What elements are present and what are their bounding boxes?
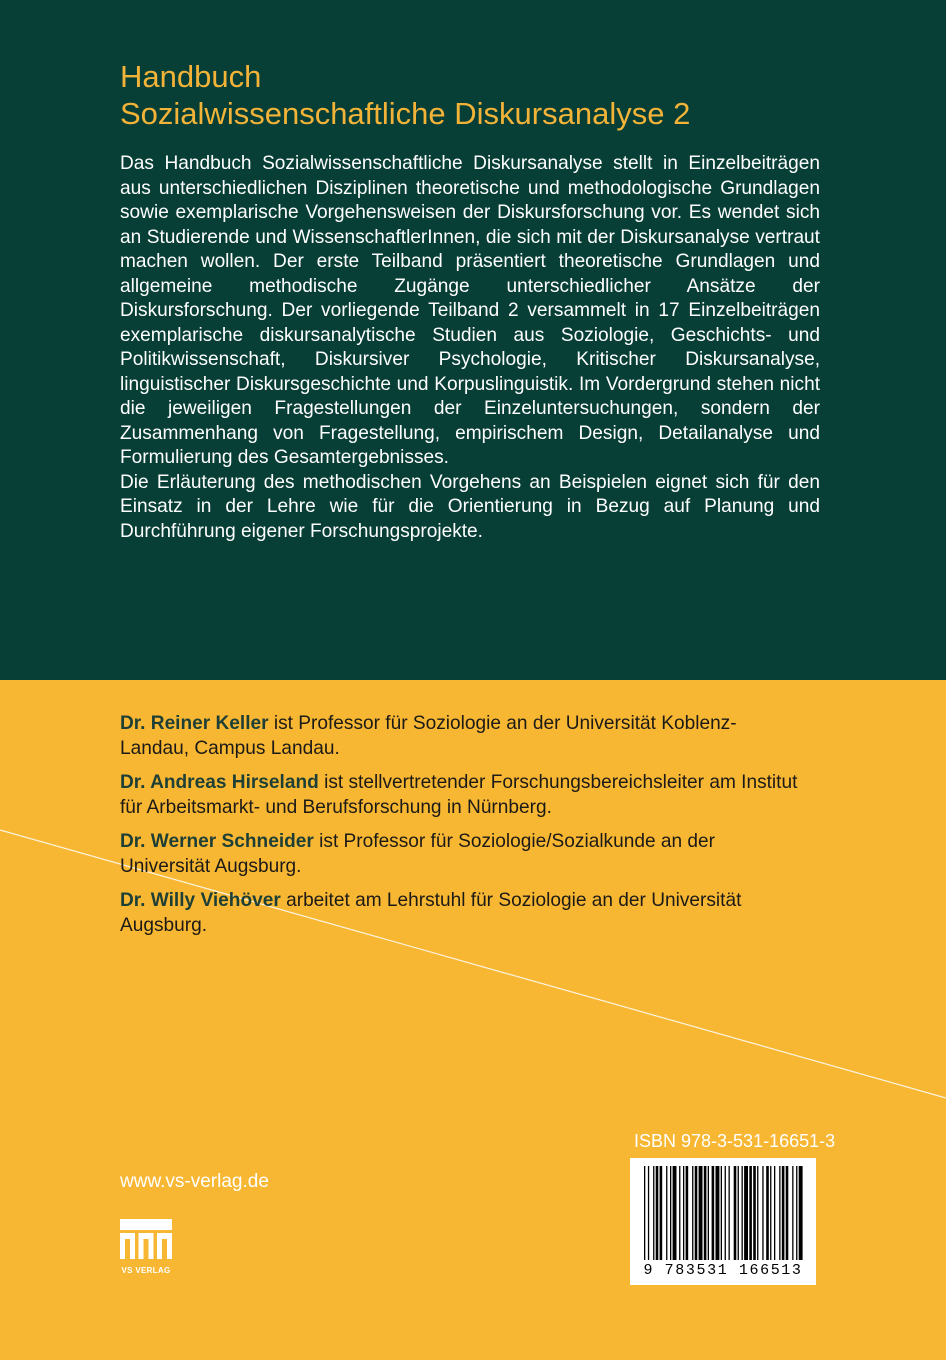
barcode xyxy=(630,1158,816,1285)
barcode-bar xyxy=(699,1166,703,1260)
barcode-bar xyxy=(721,1166,722,1260)
author-bio: ist Professor für Soziologie/Sozialkunde an der Universität Augsburg. xyxy=(120,831,716,877)
barcode-bar xyxy=(653,1166,654,1260)
vs-verlag-logo-icon xyxy=(120,1219,172,1259)
barcode-bar xyxy=(782,1166,785,1260)
author-entry xyxy=(120,889,800,938)
barcode-bar xyxy=(749,1166,752,1260)
barcode-icon xyxy=(630,1158,816,1262)
barcode-bar xyxy=(712,1166,715,1260)
barcode-bar xyxy=(729,1166,730,1260)
barcode-bar xyxy=(762,1166,763,1260)
barcode-bar xyxy=(666,1166,667,1260)
barcode-bar xyxy=(734,1166,737,1260)
barcode-bar xyxy=(716,1166,720,1260)
barcode-bar xyxy=(742,1166,743,1260)
barcode-bar xyxy=(660,1166,663,1260)
barcode-bar xyxy=(692,1166,693,1260)
barcode-bar xyxy=(738,1166,739,1260)
description-paragraph-1: Das Handbuch Sozialwissenschaftliche Diskursanalyse stellt in Einzelbeiträgen aus unterschiedlichen Disziplinen theoretische und methodologische Grundlagen sowie exemplarische Vorgehensweisen der Diskursforschung vor. Es wendet sich an Studierende und WissenschaftlerInnen, die sich mit der Diskursanalyse vertraut machen wollen. Der erste Teilband präsentiert theoretische Grundlagen und allgemeine methodische Zugänge unterschiedlicher Ansätze der Diskursforschung. Der vorliegende Teilband 2 versammelt in 17 Einzelbeiträgen exemplarische diskursanalytische Studien aus Soziologie, Geschichts- und Politikwissenschaft, Diskursiver Psychologie, Kritischer Diskursanalyse, linguistischer Diskursgeschichte und Korpuslinguistik. Im Vordergrund stehen nicht die jeweiligen Fragestellungen der Einzeluntersuchungen, sondern der Zusammenhang von Fragestellung, empirischem Design, Detailanalyse und Formulierung des Gesamtergebnisses. xyxy=(120,153,820,468)
barcode-bar xyxy=(753,1166,756,1260)
author-bio: arbeitet am Lehrstuhl für Soziologie an der Universität Augsburg. xyxy=(120,890,742,936)
description-paragraph-2: Die Erläuterung des methodischen Vorgehens an Beispielen eignet sich für den Einsatz in der Lehre wie für die Orientierung in Bezug auf Planung und Durchführung eigener Forschungsprojekte. xyxy=(120,471,820,542)
barcode-bar xyxy=(786,1166,789,1260)
author-name: Dr. Werner Schneider xyxy=(120,831,314,852)
barcode-bar xyxy=(725,1166,726,1260)
barcode-bar xyxy=(796,1166,797,1260)
book-description xyxy=(120,152,820,544)
barcode-bar xyxy=(766,1166,769,1260)
publisher-logo xyxy=(120,1219,172,1275)
barcode-bar xyxy=(644,1166,645,1260)
barcode-bar xyxy=(774,1166,775,1260)
barcode-bar xyxy=(683,1166,684,1260)
author-entry xyxy=(120,830,800,879)
title-line-1: Handbuch xyxy=(120,59,262,94)
author-bio: ist stellvertretender Forschungsbereichsleiter am Institut für Arbeitsmarkt- und Berufsforschung in Nürnberg. xyxy=(120,772,798,818)
author-name: Dr. Willy Viehöver xyxy=(120,890,281,911)
book-title xyxy=(120,58,690,132)
barcode-bar xyxy=(757,1166,758,1260)
author-entry xyxy=(120,771,800,820)
barcode-bar xyxy=(679,1166,680,1260)
barcode-bar xyxy=(770,1166,771,1260)
author-list xyxy=(120,712,800,948)
barcode-number: 9 783531 166513 xyxy=(643,1262,803,1279)
logo-text: VS VERLAG xyxy=(121,1266,171,1275)
barcode-bar xyxy=(686,1166,689,1260)
barcode-bar xyxy=(670,1166,671,1260)
barcode-bar xyxy=(704,1166,707,1260)
title-line-2: Sozialwissenschaftliche Diskursanalyse 2 xyxy=(120,96,691,131)
author-name: Dr. Reiner Keller xyxy=(120,713,269,734)
barcode-bar xyxy=(708,1166,709,1260)
author-bio: ist Professor für Soziologie an der Universität Koblenz-Landau, Campus Landau. xyxy=(120,713,737,759)
barcode-bar xyxy=(648,1166,649,1260)
barcode-bar xyxy=(799,1166,803,1260)
author-entry xyxy=(120,712,800,761)
isbn-label: ISBN 978-3-531-16651-3 xyxy=(634,1131,836,1151)
barcode-bar xyxy=(673,1166,677,1260)
barcode-bar xyxy=(792,1166,793,1260)
barcode-bar xyxy=(779,1166,780,1260)
barcode-bar xyxy=(656,1166,659,1260)
author-name: Dr. Andreas Hirseland xyxy=(120,772,319,793)
barcode-bar xyxy=(695,1166,698,1260)
publisher-url[interactable]: www.vs-verlag.de xyxy=(120,1171,269,1192)
barcode-bar xyxy=(744,1166,748,1260)
